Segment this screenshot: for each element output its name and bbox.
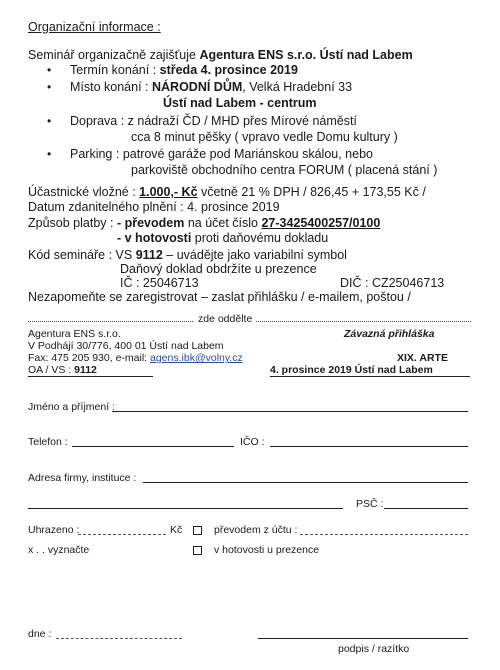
event-date: 4. prosince 2019 Ústí nad Labem — [270, 364, 433, 376]
fee-line: Účastnické vložné : 1.000,- Kč včetně 21 % DPH / 826,45 + 173,55 Kč / — [28, 185, 426, 199]
date-label: dne : — [28, 628, 52, 640]
doprava-line-2: cca 8 minut pěšky ( vpravo vedle Domu kultury ) — [131, 130, 398, 144]
registration-reminder: Nezapomeňte se zaregistrovat – zaslat přihlášku / e-mailem, poštou / — [28, 290, 411, 304]
event-date-underline — [270, 376, 470, 377]
cut-line-left — [28, 321, 193, 322]
payment-line: Způsob platby : - převodem na účet číslo 27-3425400257/0100 — [28, 216, 381, 230]
cut-line-right — [256, 321, 471, 322]
oa-vs-line: OA / VS : 9112 — [28, 364, 97, 376]
parking-line: Parking : patrové garáže pod Mariánskou skálou, nebo — [70, 147, 373, 161]
doprava-line: Doprava : z nádraží ČD / MHD přes Mírové náměstí — [70, 114, 357, 128]
company-name: Agentura ENS s.r.o. — [28, 328, 121, 340]
transfer-checkbox[interactable] — [193, 524, 202, 536]
mark-hint: x . . vyznačte — [28, 544, 90, 556]
ico-field[interactable] — [270, 446, 468, 447]
company-address-field-2[interactable] — [28, 508, 343, 509]
organizer-name: Agentura ENS s.r.o. Ústí nad Labem — [199, 48, 413, 62]
ic-value: IČ : 25046713 — [120, 276, 199, 290]
cash-option-label: v hotovosti u prezence — [214, 544, 320, 556]
form-title: Závazná přihláška — [344, 328, 435, 340]
bullet-icon: • — [47, 147, 52, 161]
tax-date-line: Datum zdanitelného plnění : 4. prosince 2019 — [28, 200, 280, 214]
paid-amount-field[interactable] — [78, 534, 166, 535]
intro-line: Seminář organizačně zajišťuje Agentura ENS s.r.o. Ústí nad Labem — [28, 48, 413, 62]
company-address: V Podhájí 30/776, 400 01 Ústí nad Labem — [28, 340, 224, 352]
name-label: Jméno a příjmení : — [28, 401, 115, 413]
cut-line-label: zde oddělte — [198, 313, 253, 325]
oa-vs-underline — [28, 376, 153, 377]
ico-label: IČO : — [240, 436, 265, 448]
phone-label: Telefon : — [28, 436, 68, 448]
dic-value: DIČ : CZ25046713 — [340, 276, 445, 290]
bullet-icon: • — [47, 80, 52, 94]
currency-label: Kč — [170, 524, 183, 536]
email-link[interactable]: agens.ibk@volny.cz — [150, 352, 243, 364]
cash-checkbox[interactable] — [193, 544, 202, 556]
event-name: XIX. ARTE — [397, 352, 448, 364]
seminar-code-line: Kód semináře : VS 9112 – uvádějte jako variabilní symbol — [28, 248, 347, 262]
bullet-icon: • — [47, 114, 52, 128]
date-field[interactable] — [56, 638, 182, 639]
tax-doc-line: Daňový doklad obdržíte u prezence — [120, 262, 317, 276]
company-address-label: Adresa firmy, instituce : — [28, 472, 137, 484]
phone-field[interactable] — [72, 446, 234, 447]
company-address-field-1[interactable] — [143, 482, 468, 483]
transfer-account-field[interactable] — [300, 534, 468, 535]
misto-line: Místo konání : NÁRODNÍ DŮM, Velká Hradební 33 — [70, 80, 353, 94]
signature-field[interactable] — [258, 638, 468, 639]
misto-city: Ústí nad Labem - centrum — [163, 96, 317, 110]
transfer-option-label: převodem z účtu : — [214, 524, 298, 536]
termin-line: Termín konání : středa 4. prosince 2019 — [70, 63, 298, 77]
psc-label: PSČ : — [356, 498, 384, 510]
page-title: Organizační informace : — [28, 20, 161, 34]
name-field[interactable] — [112, 411, 468, 412]
psc-field[interactable] — [384, 508, 468, 509]
bullet-icon: • — [47, 63, 52, 77]
signature-label: podpis / razítko — [338, 643, 410, 655]
paid-label: Uhrazeno : — [28, 524, 80, 536]
parking-line-2: parkoviště obchodního centra FORUM ( placená stání ) — [131, 163, 438, 177]
payment-cash-line: - v hotovosti proti daňovému dokladu — [117, 231, 329, 245]
contact-line: Fax: 475 205 930, e-mail: agens.ibk@volny.cz — [28, 352, 243, 364]
